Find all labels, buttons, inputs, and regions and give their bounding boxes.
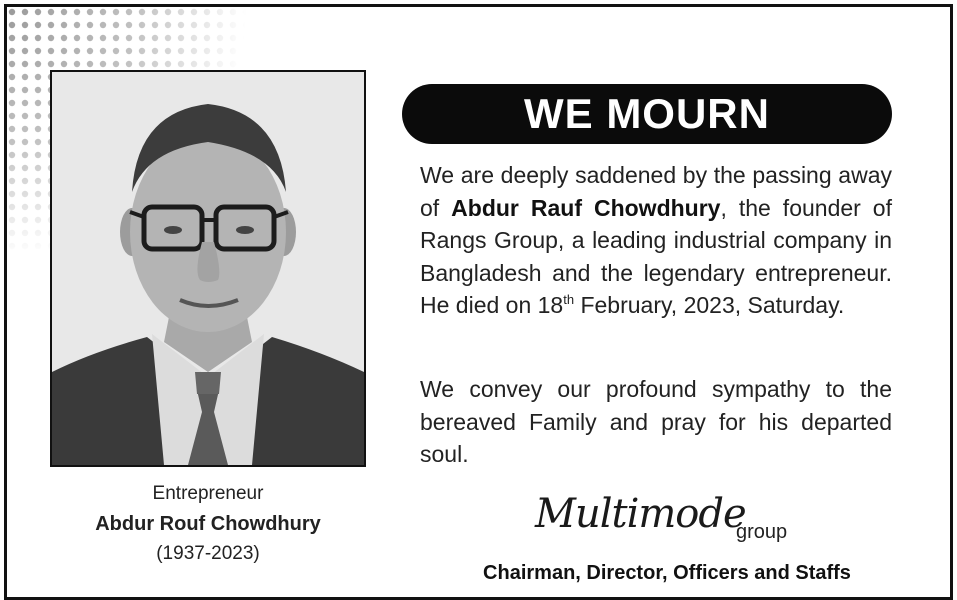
multimode-group-logo — [535, 491, 805, 551]
p1-intro: We are deeply saddened by the passing away of — [420, 162, 892, 221]
obituary-notice — [4, 4, 953, 600]
mourn-banner: WE MOURN — [402, 84, 892, 144]
death-day-suffix: th — [563, 292, 575, 307]
message-paragraph-1 — [420, 159, 892, 322]
death-date-rest: February, 2023, Saturday. — [574, 292, 845, 318]
deceased-name: Abdur Rauf Chowdhury — [451, 194, 721, 221]
death-day: 18 — [537, 292, 564, 318]
logo-suffix-text: group — [736, 521, 788, 543]
portrait-photo — [50, 70, 366, 467]
logo-script-text: Multimode — [535, 491, 746, 537]
sender-signature: Chairman, Director, Officers and Staffs — [483, 562, 851, 584]
message-paragraph-2: We convey our profound sympathy to the bereaved Family and pray for his departed soul. — [420, 376, 892, 467]
portrait-role: Entrepreneur — [152, 483, 264, 504]
p1-rest: , the founder of Rangs Group, a leading industrial company in Bangladesh and the legendary entrepreneur. He died on — [420, 194, 892, 318]
portrait-years: (1937-2023) — [156, 543, 260, 564]
portrait-name: Abdur Rouf Chowdhury — [95, 513, 321, 535]
